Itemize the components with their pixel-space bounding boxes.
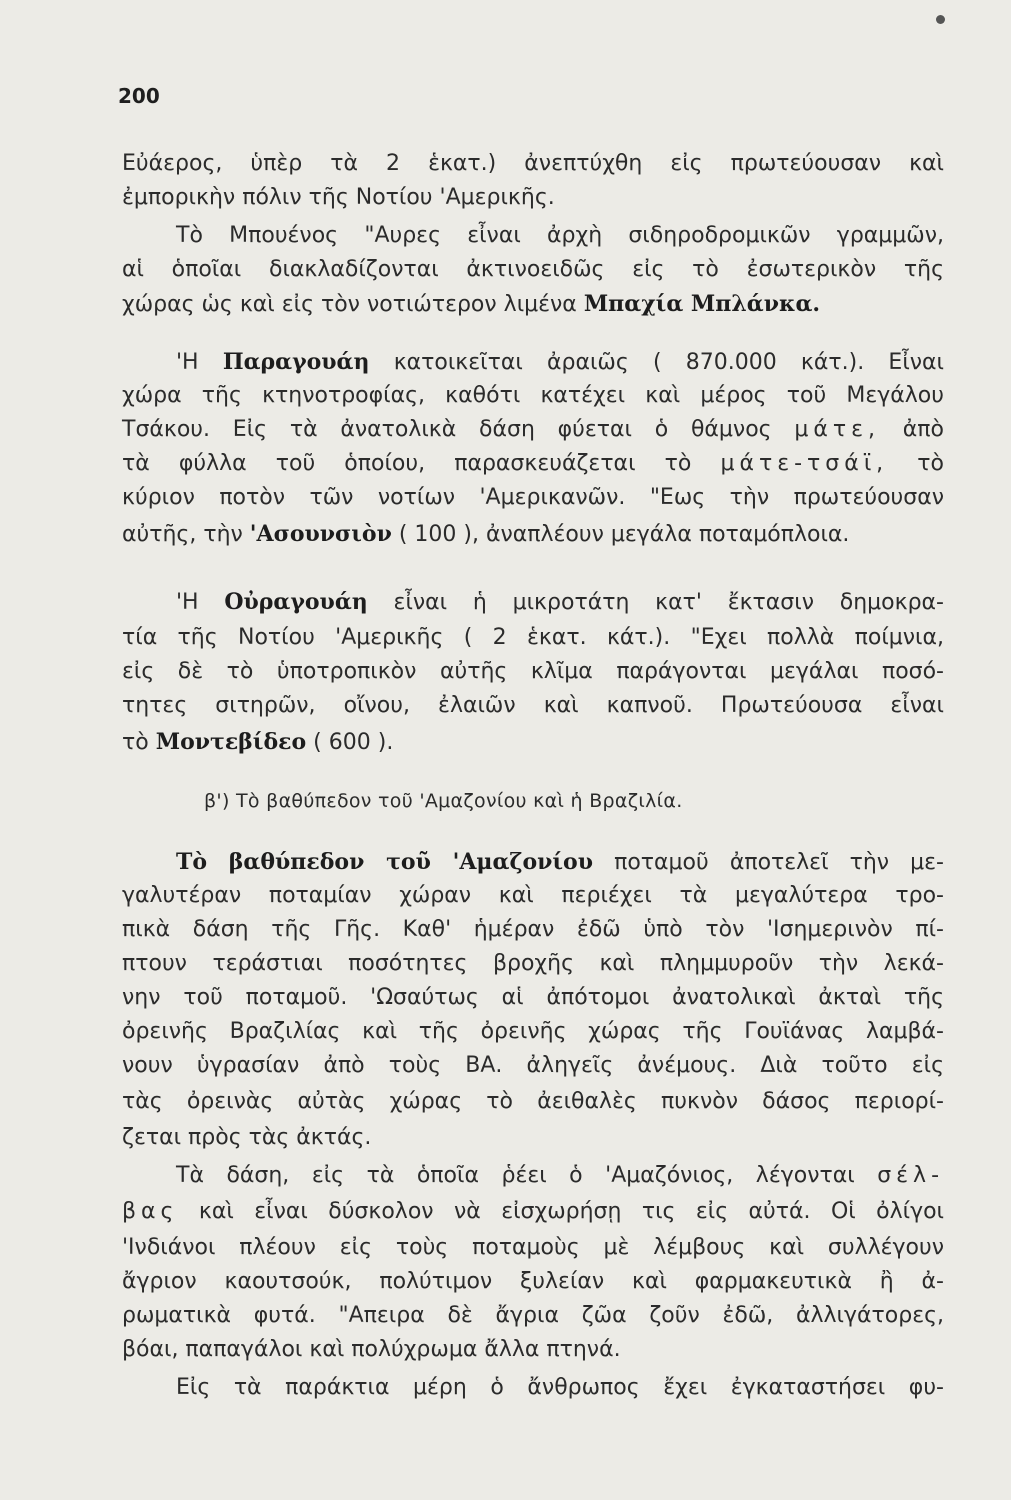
country-name: Παραγουάη	[222, 349, 370, 375]
text-line: νουν ὑγρασίαν ἀπὸ τοὺς ΒΑ. ἀληγεῖς ἀνέμους. Διὰ τοῦτο εἰς	[122, 1053, 944, 1078]
text-line: γαλυτέραν ποταμίαν χώραν καὶ περιέχει τὰ μεγαλύτερα τρο-	[122, 883, 944, 908]
city-name: 'Ασουνσιὸν	[249, 521, 392, 547]
text-line	[122, 414, 944, 446]
text-span: ἀπὸ	[902, 417, 945, 442]
text-line: ρωματικὰ φυτά. "Απειρα δὲ ἄγρια ζῶα ζοῦν ἐδῶ, ἀλλιγάτορες,	[122, 1303, 944, 1328]
text-span: Τσάκου. Εἰς τὰ ἀνατολικὰ δάση φύεται ὁ θάμνος	[122, 417, 772, 442]
spaced-term: σέλ-	[877, 1163, 945, 1188]
text-span: Τὰ δάση, εἰς τὰ ὁποῖα ῥέει ὁ 'Αμαζόνιος, λέγονται	[176, 1163, 855, 1188]
text-line: πτουν τεράστιαι ποσότητες βροχῆς καὶ πλημμυροῦν τὴν λεκά-	[122, 951, 944, 976]
text-line: Εὐάερος, ὑπὲρ τὰ 2 ἑκατ.) ἀνεπτύχθη εἰς πρωτεύουσαν καὶ	[122, 151, 944, 176]
text-line: αἱ ὁποῖαι διακλαδίζονται ἀκτινοειδῶς εἰς τὸ ἐσωτερικὸν τῆς	[122, 257, 944, 282]
text-span: ποταμοῦ ἀποτελεῖ τὴν με-	[614, 850, 944, 875]
text-line: ὀρεινῆς Βραζιλίας καὶ τῆς ὀρεινῆς χώρας τῆς Γουϊάνας λαμβά-	[122, 1019, 944, 1044]
spaced-term: βας	[122, 1199, 179, 1224]
text-line	[176, 1160, 944, 1192]
text-line: τία τῆς Νοτίου 'Αμερικῆς ( 2 ἑκατ. κάτ.). "Εχει πολλὰ ποίμνια,	[122, 625, 944, 650]
text-line	[176, 846, 944, 879]
text-span: τὸ	[917, 451, 944, 476]
text-line: τητες σιτηρῶν, οἴνου, ἐλαιῶν καὶ καπνοῦ. Πρωτεύουσα εἶναι	[122, 693, 944, 718]
text-span: 'Η	[176, 350, 199, 375]
text-span: χώρας ὡς καὶ εἰς τὸν νοτιώτερον λιμένα	[122, 292, 577, 317]
text-span: ( 100 ), ἀναπλέουν μεγάλα ποταμόπλοια.	[398, 522, 850, 547]
spaced-term: μάτε,	[794, 417, 881, 442]
text-line: τὰς ὀρεινὰς αὐτὰς χώρας τὸ ἀειθαλὲς πυκνὸν δάσος περιορί-	[122, 1089, 944, 1114]
text-line	[122, 448, 944, 480]
text-span: τὰ φύλλα τοῦ ὁποίου, παρασκευάζεται τὸ	[122, 451, 692, 476]
page-number: 200	[118, 84, 160, 108]
region-name: Τὸ βαθύπεδον τοῦ 'Αμαζονίου	[176, 849, 593, 875]
text-line: Τὸ Μπουένος "Αυρες εἶναι ἀρχὴ σιδηροδρομικῶν γραμμῶν,	[176, 223, 944, 248]
text-line: χώρα τῆς κτηνοτροφίας, καθότι κατέχει καὶ μέρος τοῦ Μεγάλου	[122, 383, 944, 408]
text-span: 'Η	[176, 590, 199, 615]
text-line	[176, 586, 944, 619]
text-line	[122, 288, 944, 321]
country-name: Οὐραγουάη	[224, 589, 368, 615]
text-line: ἄγριον καουτσούκ, πολύτιμον ξυλείαν καὶ φαρμακευτικὰ ἢ ἀ-	[122, 1269, 944, 1294]
ink-dot	[936, 15, 945, 24]
text-line	[122, 518, 944, 551]
section-heading: β') Τὸ βαθύπεδον τοῦ 'Αμαζονίου καὶ ἡ Βραζιλία.	[204, 790, 683, 812]
text-line: πικὰ δάση τῆς Γῆς. Καθ' ἡμέραν ἐδῶ ὑπὸ τὸν 'Ισημερινὸν πί-	[122, 917, 944, 942]
text-line: 'Ινδιάνοι πλέουν εἰς τοὺς ποταμοὺς μὲ λέμβους καὶ συλλέγουν	[122, 1235, 944, 1260]
text-span: εἶναι ἡ μικροτάτη κατ' ἔκτασιν δημοκρα-	[393, 590, 944, 615]
text-line: ἐμπορικὴν πόλιν τῆς Νοτίου 'Αμερικῆς.	[122, 185, 555, 210]
text-line	[122, 726, 944, 759]
text-line	[122, 1196, 944, 1228]
city-name: Μοντεβίδεο	[155, 729, 307, 755]
text-line: νην τοῦ ποταμοῦ. 'Ωσαύτως αἱ ἀπότομοι ἀνατολικαὶ ἀκταὶ τῆς	[122, 985, 944, 1010]
text-span: κατοικεῖται ἀραιῶς ( 870.000 κάτ.). Εἶναι	[393, 350, 945, 375]
text-line: Εἰς τὰ παράκτια μέρη ὁ ἄνθρωπος ἔχει ἐγκαταστήσει φυ-	[176, 1375, 944, 1400]
text-span: ( 600 ).	[313, 730, 394, 755]
text-line	[176, 346, 944, 379]
text-line: ζεται πρὸς τὰς ἀκτάς.	[122, 1125, 372, 1150]
text-line: βόαι, παπαγάλοι καὶ πολύχρωμα ἄλλα πτηνά.	[122, 1337, 621, 1362]
text-span: αὐτῆς, τὴν	[122, 522, 243, 547]
text-span: τὸ	[122, 730, 149, 755]
text-line: κύριον ποτὸν τῶν νοτίων 'Αμερικανῶν. "Εως τὴν πρωτεύουσαν	[122, 485, 944, 510]
place-name: Μπαχία Μπλάνκα.	[583, 291, 821, 317]
text-span: καὶ εἶναι δύσκολον νὰ εἰσχωρήσῃ τις εἰς αὐτά. Οἱ ὀλίγοι	[198, 1199, 944, 1224]
spaced-term: μάτε-τσάϊ,	[720, 451, 889, 476]
text-line: εἰς δὲ τὸ ὑποτροπικὸν αὐτῆς κλῖμα παράγονται μεγάλαι ποσό-	[122, 659, 944, 684]
